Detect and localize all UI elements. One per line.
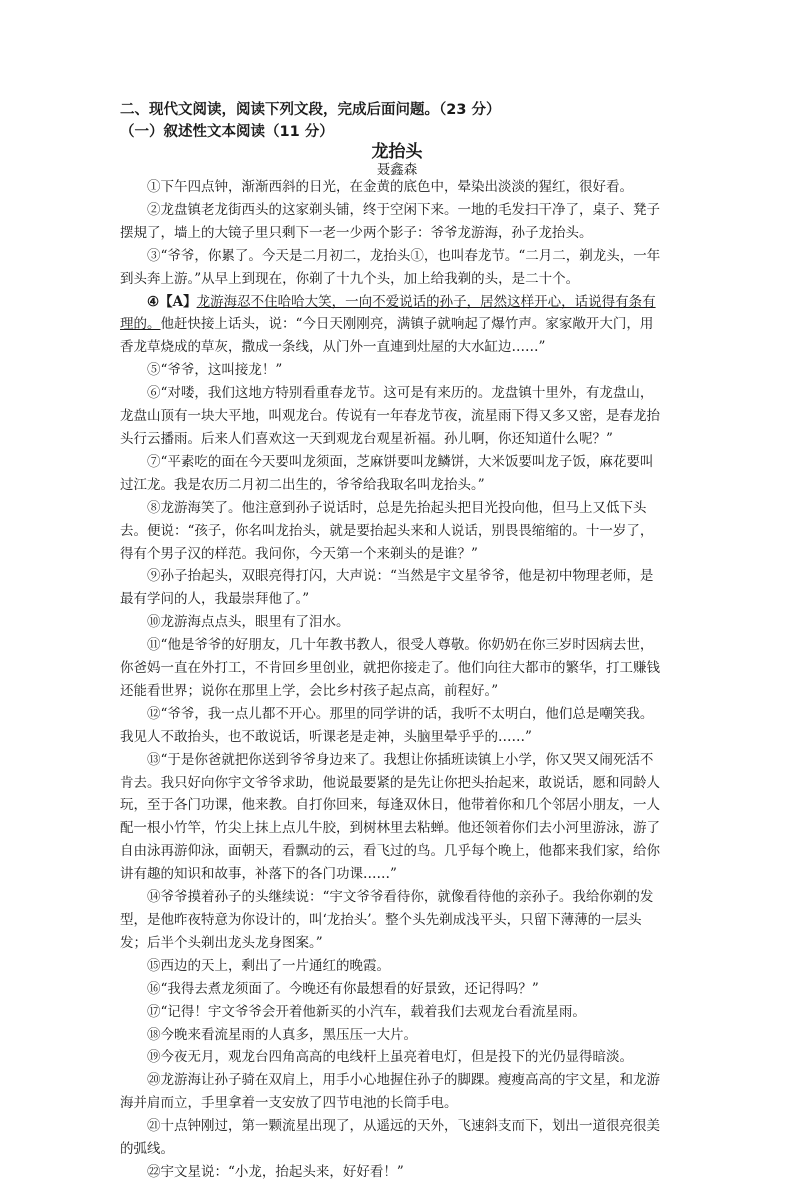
subsection-heading: （一）叙述性文本阅读（11 分） — [120, 124, 334, 140]
paragraph-11: ⑪“他是爷爷的好朋友，几十年教书教人，很受人尊敬。你奶奶在你三岁时因病去世，你爸妈一直在外打工，不肯回乡里创业，就把你接走了。他们向往大都市的繁华，打工赚钱还能看世界；说你在那里上学，会比乡村孩子起点高，前程好。” — [120, 637, 660, 699]
paragraph-4-marker: ④【A】 — [147, 293, 197, 310]
paragraph-5: ⑤“爷爷，这叫接龙！” — [147, 362, 283, 379]
paragraph-16: ⑯“我得去煮龙须面了。今晚还有你最想看的好景致，还记得吗？” — [147, 980, 539, 997]
paragraph-21: ㉑十点钟刚过，第一颗流星出现了，从遥远的天外，飞速斜支而下，划出一道很亮很美的弧线。 — [120, 1118, 660, 1158]
paragraph-19: ⑲今夜无月，观龙台四角高高的电线杆上虽亮着电灯，但是投下的光仍显得暗淡。 — [147, 1049, 633, 1066]
paragraph-7: ⑦“平素吃的面在今天要叫龙须面，芝麻饼要叫龙鳞饼，大米饭要叫龙子饭，麻花要叫过江龙。我是农历二月初二出生的，爷爷给我取名叫龙抬头。” — [120, 453, 654, 493]
article-author: 聂鑫森 — [376, 162, 418, 178]
paragraph-3: ③“爷爷，你累了。今天是二月初二，龙抬头①，也叫春龙节。“二月二，剃龙头，一年到头奔上游。”从早上到现在，你剃了十九个头，加上给我剃的头，是二十个。 — [120, 247, 661, 287]
paragraph-20: ⑳龙游海让孙子骑在双肩上，用手小心地握住孙子的脚踝。瘦瘦高高的宇文星，和龙游海并肩而立，手里拿着一支安放了四节电池的长筒手电。 — [120, 1072, 660, 1112]
paragraph-22: ㉒宇文星说：“小龙，抬起头来，好好看！” — [147, 1163, 404, 1180]
paragraph-9: ⑨孙子抬起头，双眼亮得打闪，大声说：“当然是宇文星爷爷，他是初中物理老师，是最有学问的人，我最崇拜他了。” — [120, 568, 654, 608]
paragraph-6: ⑥“对喽，我们这地方特别看重春龙节。这可是有来历的。龙盘镇十里外，有龙盘山，龙盘山顶有一块大平地，叫观龙台。传说有一年春龙节夜，流星雨下得又多又密，是春龙抬头行云播雨。后来人们喜欢这一天到观龙台观星祈福。孙儿啊，你还知道什么呢？” — [120, 385, 660, 447]
section-heading: 二、现代文阅读，阅读下列文段，完成后面问题。（23 分） — [120, 102, 501, 118]
paragraph-8: ⑧龙游海笑了。他注意到孙子说话时，总是先抬起头把目光投向他，但马上又低下头去。便说：“孩子，你名叫龙抬头，就是要抬起头来和人说话，别畏畏缩缩的。十一岁了，得有个男子汉的样范。我问你，今天第一个来剃头的是谁？” — [120, 499, 654, 562]
paragraph-13: ⑬“于是你爸就把你送到爷爷身边来了。我想让你插班读镇上小学，你又哭又闹死活不肯去。我只好向你宇文爷爷求助，他说最要紧的是先让你把头抬起来，敢说话，愿和同龄人玩，至于各门功课，他来教。自打你回来，每逢双休日，他带着你和几个邻居小朋友，一人配一根小竹竿，竹尖上抹上点儿牛胶，到树林里去粘蝉。他还领着你们去小河里游泳，游了自由泳再游仰泳，面朝天，看飘动的云，看飞过的鸟。几乎每个晚上，他都来我们家，给你讲有趣的知识和故事，补落下的各门功课……” — [120, 751, 660, 883]
article-title: 龙抬头 — [371, 142, 423, 162]
paragraph-10: ⑩龙游海点点头，眼里有了泪水。 — [147, 614, 350, 631]
paragraph-12: ⑫“爷爷，我一点儿都不开心。那里的同学讲的话，我听不太明白，他们总是嘲笑我。我见人不敢抬头，也不敢说话，听课老是走神，头脑里晕乎乎的……” — [120, 705, 654, 745]
paragraph-14: ⑭爷爷摸着孙子的头继续说：“宇文爷爷看待你，就像看待他的亲孙子。我给你剃的发型，是他昨夜特意为你设计的，叫‘龙抬头’。整个头先剃成浅平头，只留下薄薄的一层头发；后半个头剃出龙头龙身图案。” — [120, 889, 654, 951]
underlined-sentence-a: 龙游海忍不住哈哈大笑，一向不爱说话的孙子，居然这样开心，话说得有条有理的。 — [120, 293, 656, 333]
article-body — [120, 176, 664, 1184]
paragraph-18: ⑱今晚来看流星雨的人真多，黑压压一大片。 — [147, 1026, 417, 1043]
paragraph-17: ⑰“记得！宇文爷爷会开着他新买的小汽车，载着我们去观龙台看流星雨。 — [147, 1003, 586, 1020]
paragraph-4-rest: 他赶快接上话头，说：“今日天刚刚亮，满镇子就响起了爆竹声。家家敞开大门，用香龙草烧成的草灰，撒成一条线，从门外一直連到灶屋的大水缸边……” — [120, 316, 654, 356]
paragraph-1: ①下午四点钟，渐渐西斜的日光，在金黄的底色中，晕染出淡淡的猩红，很好看。 — [147, 179, 633, 195]
paragraph-15: ⑮西边的天上，剩出了一片通红的晚霞。 — [147, 957, 390, 974]
paragraph-4 — [120, 291, 664, 360]
paragraph-2: ②龙盘镇老龙街西头的这家剃头铺，终于空闲下来。一地的毛发扫干净了，桌子、凳子摆規了，墙上的大镜子里只剩下一老一少两个影子：爷爷龙游海，孙子龙抬头。 — [120, 201, 660, 241]
